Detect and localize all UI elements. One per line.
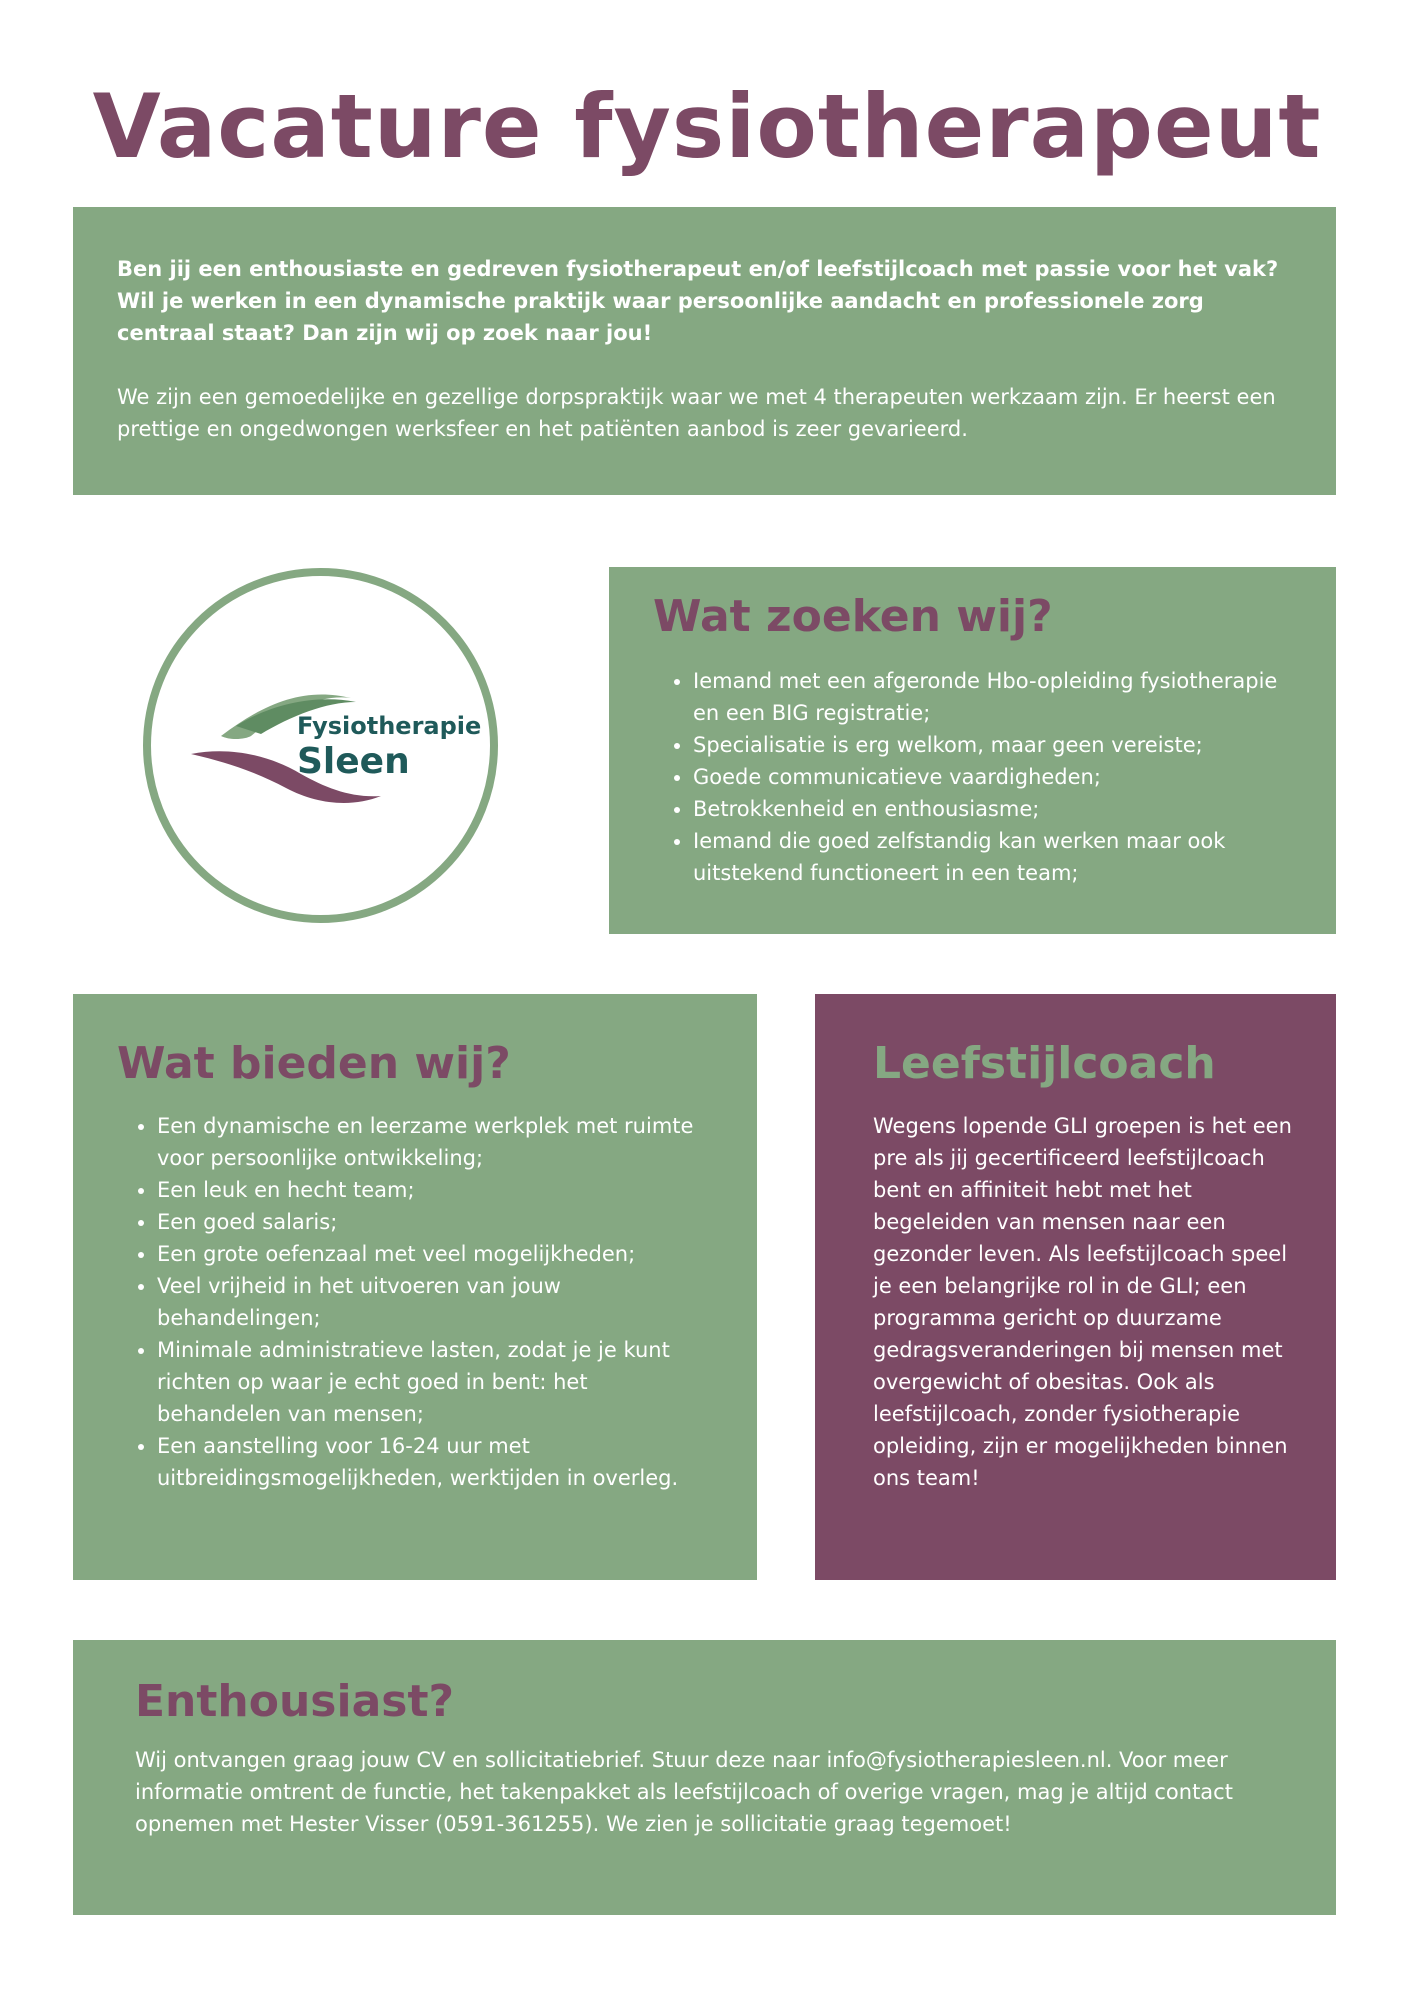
list-item: • Minimale administratieve lasten, zodat je je kunt richten op waar je echt goed in bent: het behandelen van mensen; [157,1334,717,1430]
page-title: Vacature fysiotherapeut [92,75,1322,178]
logo-wave-icon [151,576,490,915]
list-item: • Specialisatie is erg welkom, maar geen vereiste; [693,729,1296,761]
list-item: • Goede communicatieve vaardigheden; [693,761,1296,793]
list-item: • Veel vrijheid in het uitvoeren van jouw behandelingen; [157,1270,717,1334]
enthousiast-heading: Enthousiast? [135,1676,454,1727]
leefstijlcoach-heading: Leefstijlcoach [873,1038,1216,1089]
list-item: • Een leuk en hecht team; [157,1174,717,1206]
list-item: • Iemand die goed zelfstandig kan werken maar ook uitstekend functioneert in een team; [693,825,1296,889]
logo-line1: Fysiotherapie [297,712,482,740]
list-item: • Iemand met een afgeronde Hbo-opleiding fysiotherapie en een BIG registratie; [693,665,1296,729]
leefstijlcoach-panel [815,994,1336,1580]
enthousiast-body: Wij ontvangen graag jouw CV en sollicitatiebrief. Stuur deze naar info@fysiotherapiesleen.nl. Voor meer informatie omtrent de functie, het takenpakket als leefstijlcoach of overige vragen, mag je altijd contact opnemen met Hester Visser (0591-361255). We zien je sollicitatie graag tegemoet! [135,1748,1233,1836]
list-item: • Een goed salaris; [157,1206,717,1238]
list-item: • Een dynamische en leerzame werkplek met ruimte voor persoonlijke ontwikkeling; [157,1110,717,1174]
list-item: • Een aanstelling voor 16-24 uur met uitbreidingsmogelijkheden, werktijden in overleg. [157,1430,717,1494]
intro-body: We zijn een gemoedelijke en gezellige dorpspraktijk waar we met 4 therapeuten werkzaam zijn. Er heerst een prettige en ongedwongen werksfeer en het patiënten aanbod is zeer gevarieerd. [117,385,1276,441]
practice-logo [143,568,498,923]
list-item: • Een grote oefenzaal met veel mogelijkheden; [157,1238,717,1270]
wat-bieden-wij-heading: Wat bieden wij? [117,1038,511,1089]
logo-line2: Sleen [297,741,410,782]
enthousiast-panel [73,1640,1336,1915]
leefstijlcoach-body: Wegens lopende GLI groepen is het een pre als jij gecertificeerd leefstijlcoach bent en affiniteit hebt met het begeleiden van mensen naar een gezonder leven. Als leefstijlcoach speel je een belangrijke rol in de GLI; een programma gericht op duurzame gedragsveranderingen bij mensen met overgewicht of obesitas. Ook als leefstijlcoach, zonder fysiotherapie opleiding, zijn er mogelijkheden binnen ons team! [873,1114,1292,1490]
zoeken-list [653,665,1296,889]
wat-zoeken-wij-heading: Wat zoeken wij? [653,591,1053,642]
wat-bieden-wij-panel [73,994,757,1580]
intro-lead: Ben jij een enthousiaste en gedreven fysiotherapeut en/of leefstijlcoach met passie voor het vak? Wil je werken in een dynamische praktijk waar persoonlijke aandacht en professionele zorg centraal staat? Dan zijn wij op zoek naar jou! [117,257,1279,345]
wat-zoeken-wij-panel [609,567,1336,934]
list-item: • Betrokkenheid en enthousiasme; [693,793,1296,825]
intro-panel [73,207,1336,495]
bieden-list [117,1110,717,1494]
